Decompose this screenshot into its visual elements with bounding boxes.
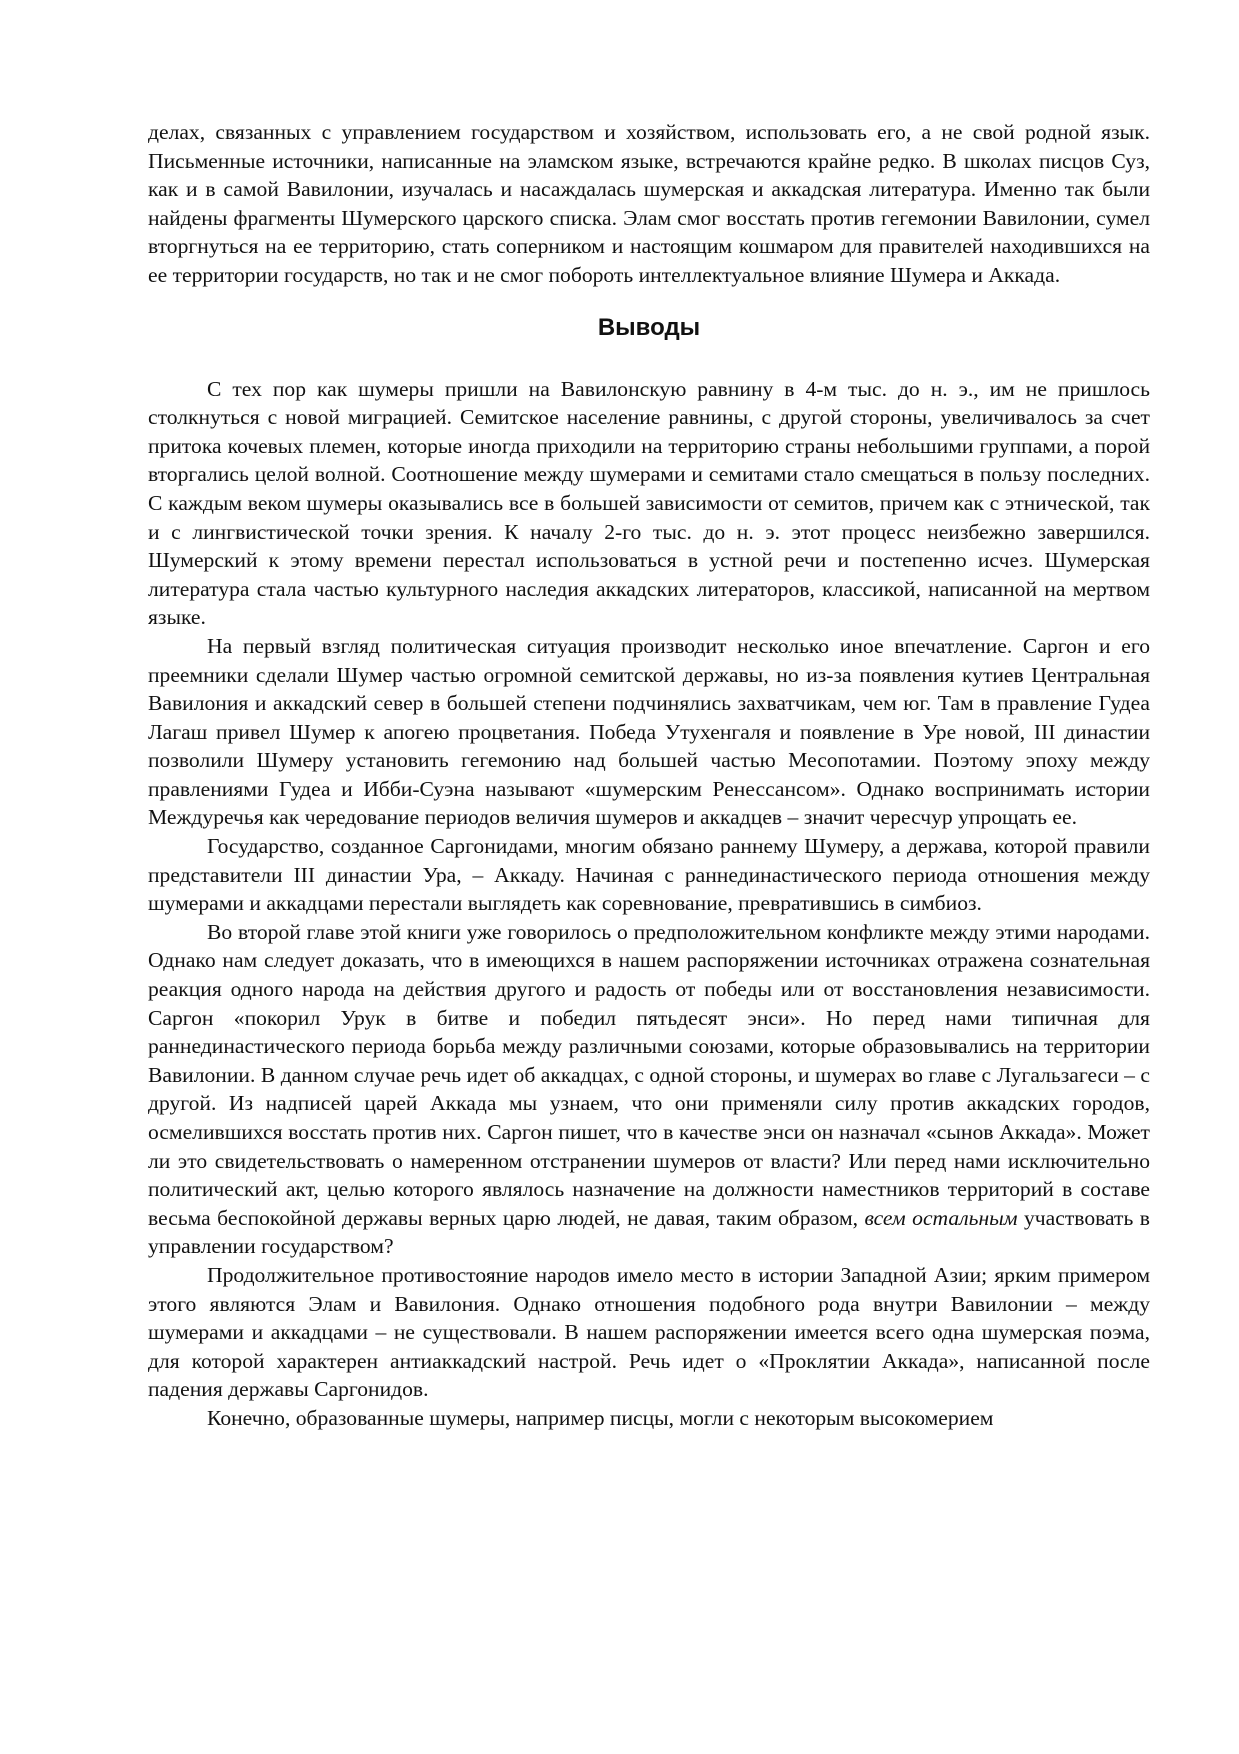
paragraph-migration: С тех пор как шумеры пришли на Вавилонскую равнину в 4-м тыс. до н. э., им не пришлось столкнуться с новой миграцией. Семитское население равнины, с другой стороны, увеличивалось за счет притока кочевых племен, которые иногда приходили на территорию страны небольшими группами, а порой вторгались целой волной. Соотношение между шумерами и семитами стало смещаться в пользу последних. С каждым веком шумеры оказывались все в большей зависимости от семитов, причем как с этнической, так и с лингвистической точки зрения. К началу 2-го тыс. до н. э. этот процесс неизбежно завершился. Шумерский к этому времени перестал использоваться в устной речи и постепенно исчез. Шумерская литература стала частью культурного наследия аккадских литераторов, классикой, написанной на мертвом языке. — [148, 376, 1150, 630]
intro-paragraph: делах, связанных с управлением государством и хозяйством, использовать его, а не свой родной язык. Письменные источники, написанные на эламском языке, встречаются крайне редко. В школах писцов Суз, как и в самой Вавилонии, изучалась и насаждалась шумерская и аккадская литература. Именно так были найдены фрагменты Шумерского царского списка. Элам смог восстать против гегемонии Вавилонии, сумел вторгнуться на ее территорию, стать соперником и настоящим кошмаром для правителей находившихся на ее территории государств, но так и не смог побороть интеллектуальное влияние Шумера и Аккада. — [148, 120, 1150, 287]
document-page — [148, 118, 1150, 1433]
paragraph-political-situation: На первый взгляд политическая ситуация производит несколько иное впечатление. Саргон и его преемники сделали Шумер частью огромной семитской державы, но из-за появления кутиев Центральная Вавилония и аккадский север в большей степени подчинялись захватчикам, чем юг. Там в правление Гудеа Лагаш привел Шумер к апогею процветания. Победа Утухенгаля и появление в Уре новой, III династии позволили Шумеру установить гегемонию над большей частью Месопотамии. Поэтому эпоху между правлениями Гудеа и Ибби-Суэна называют «шумерским Ренессансом». Однако воспринимать истории Междуречья как чередование периодов величия шумеров и аккадцев – значит чересчур упрощать ее. — [148, 633, 1150, 830]
paragraph-conflict-ending: участвовать в управлении государством? — [148, 1205, 1150, 1259]
paragraph-educated-sumerians: Конечно, образованные шумеры, например писцы, могли с некоторым высокомерием — [207, 1405, 994, 1430]
section-heading: Выводы — [597, 313, 701, 341]
italic-emphasis: всем остальным — [864, 1205, 1018, 1230]
paragraph-conflict-text: Во второй главе этой книги уже говорилось о предположительном конфликте между этими народами. Однако нам следует доказать, что в имеющихся в нашем распоряжении источниках отражена сознательная реакция одного народа на действия другого и радость от победы или от восстановления независимости. Саргон «покорил Урук в битве и победил пятьдесят энси». Но перед нами типичная для раннединастического периода борьба между различными союзами, которые образовывались на территории Вавилонии. В данном случае речь идет об аккадцах, с одной стороны, и шумерах во главе с Лугальзагеси – с другой. Из надписей царей Аккада мы узнаем, что они применяли силу против аккадских городов, осмелившихся восстать против них. Саргон пишет, что в качестве энси он назначал «сынов Аккада». Может ли это свидетельствовать о намеренном отстранении шумеров от власти? Или перед нами исключительно политический акт, целью которого являлось назначение на должности наместников территорий в составе весьма беспокойной державы верных царю людей, не давая, таким образом, — [148, 919, 1150, 1230]
paragraph-conflict — [148, 918, 1150, 1261]
paragraph-symbiosis: Государство, созданное Саргонидами, многим обязано раннему Шумеру, а держава, которой правили представители III династии Ура, – Аккаду. Начиная с раннединастического периода отношения между шумерами и аккадцами перестали выглядеть как соревнование, превратившись в симбиоз. — [148, 834, 1150, 916]
paragraph-opposition: Продолжительное противостояние народов имело место в истории Западной Азии; ярким примером этого являются Элам и Вавилония. Однако отношения подобного рода внутри Вавилонии – между шумерами и аккадцами – не существовали. В нашем распоряжении имеется всего одна шумерская поэма, для которой характерен антиаккадский настрой. Речь идет о «Проклятии Аккада», написанной после падения державы Саргонидов. — [148, 1262, 1150, 1402]
